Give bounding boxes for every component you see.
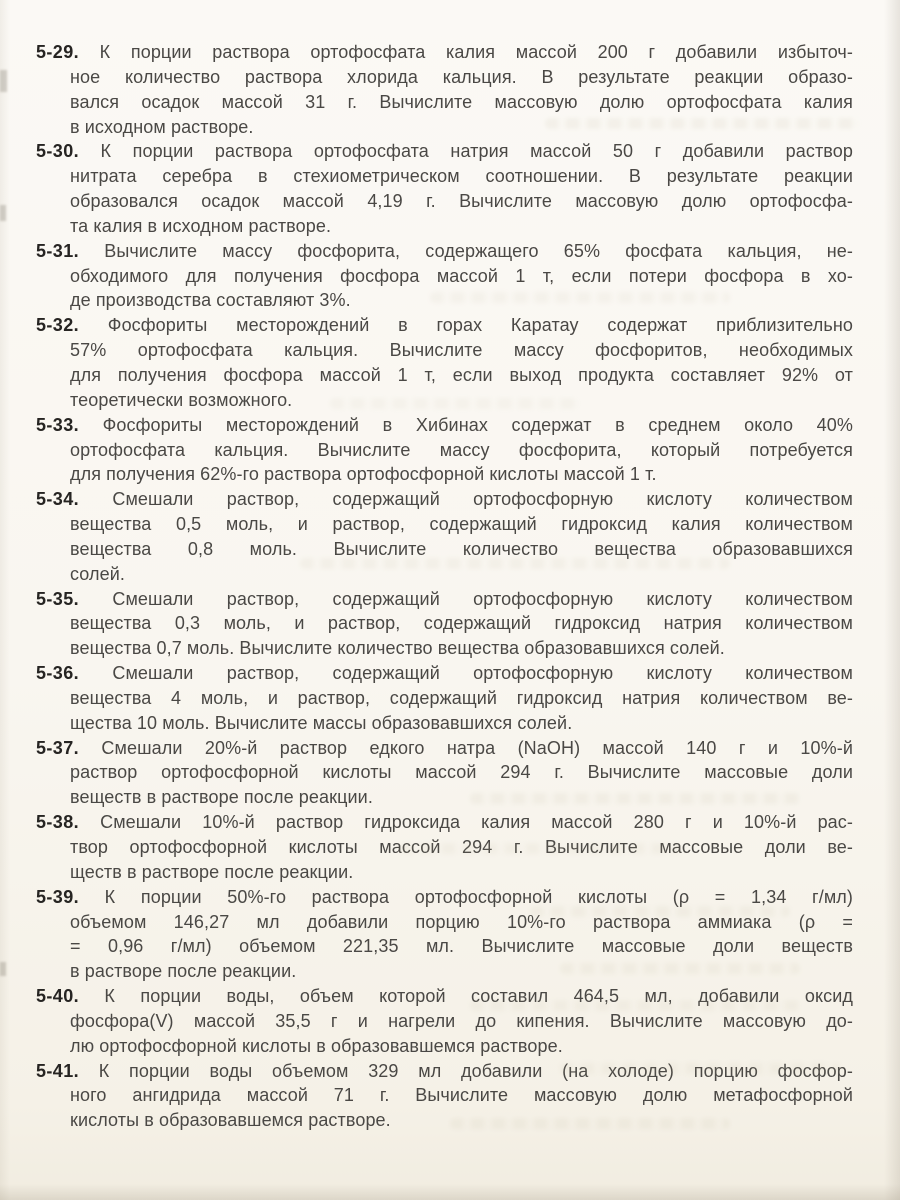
problem-line: обходимого для получения фосфора массой 1 т, если потери фосфора в хо-	[70, 265, 853, 286]
problem-line: ное количество раствора хлорида кальция. В результате реакции образо-	[70, 66, 853, 87]
problem-line: раствор ортофосфорной кислоты массой 294 г. Вычислите массовые доли	[70, 762, 853, 783]
problem-number: 5-31.	[36, 240, 80, 261]
problem-line: вещества 4 моль, и раствор, содержащий гидроксид натрия количеством ве-	[70, 687, 853, 708]
problem-number: 5-37.	[36, 737, 80, 758]
problem-line: для получения 62%-го раствора ортофосфорной кислоты массой 1 т.	[70, 464, 657, 485]
problem-item	[36, 984, 853, 1059]
scan-edge-mark	[0, 962, 6, 976]
problem-line: ществ в растворе после реакции.	[70, 861, 354, 882]
problem-text: Смешали раствор, содержащий ортофосфорную кислоту количеством	[112, 588, 853, 609]
problem-line	[36, 413, 853, 438]
problem-text: К порции раствора ортофосфата натрия массой 50 г добавили раствор	[100, 141, 853, 162]
problem-line: нитрата серебра в стехиометрическом соотношении. В результате реакции	[70, 166, 853, 187]
problem-text: К порции воды, объем которой составил 464,5 мл, добавили оксид	[104, 986, 853, 1007]
problem-line	[36, 984, 853, 1009]
problem-number: 5-38.	[36, 812, 80, 833]
problem-number: 5-29.	[36, 42, 80, 62]
problem-line: вался осадок массой 31 г. Вычислите массовую долю ортофосфата калия	[70, 91, 853, 112]
problem-number: 5-32.	[36, 315, 80, 336]
page-left-edge-shadow	[0, 0, 10, 1200]
page-bottom-edge-shadow	[0, 1184, 900, 1200]
problem-line: = 0,96 г/мл) объемом 221,35 мл. Вычислите массовые доли веществ	[70, 936, 853, 957]
scan-edge-mark	[0, 70, 7, 92]
problem-line: ортофосфата кальция. Вычислите массу фосфорита, который потребуется	[70, 439, 853, 460]
problem-text: Смешали раствор, содержащий ортофосфорную кислоту количеством	[112, 663, 853, 684]
problem-line: вещества 0,3 моль, и раствор, содержащий гидроксид натрия количеством	[70, 613, 853, 634]
problem-item	[36, 885, 853, 984]
problem-item	[36, 661, 853, 736]
problem-line: для получения фосфора массой 1 т, если выход продукта составляет 92% от	[70, 364, 853, 385]
textbook-page-content	[36, 40, 853, 1133]
problem-item	[36, 736, 853, 811]
problem-number: 5-33.	[36, 414, 80, 435]
problem-text: Смешали раствор, содержащий ортофосфорную кислоту количеством	[112, 489, 853, 510]
problem-line	[36, 313, 853, 338]
problem-text: Фосфориты месторождений в Хибинах содержат в среднем около 40%	[102, 414, 853, 435]
problem-line: щества 10 моль. Вычислите массы образовавшихся солей.	[70, 712, 573, 733]
problem-line: вещества 0,7 моль. Вычислите количество вещества образовавшихся солей.	[70, 638, 725, 659]
problem-line	[36, 239, 853, 264]
problem-line	[36, 885, 853, 910]
problem-item	[36, 413, 853, 488]
problem-line: кислоты в образовавшемся растворе.	[70, 1110, 391, 1131]
problem-line: веществ в растворе после реакции.	[70, 787, 373, 808]
problem-number: 5-34.	[36, 489, 80, 510]
problem-line: вещества 0,8 моль. Вычислите количество вещества образовавшихся	[70, 538, 853, 559]
problem-line: объемом 146,27 мл добавили порцию 10%-го раствора аммиака (ρ =	[70, 911, 853, 932]
problem-line: та калия в исходном растворе.	[70, 215, 332, 236]
problem-line	[36, 736, 853, 761]
problem-line: солей.	[70, 563, 125, 584]
problem-text: К порции 50%-го раствора ортофосфорной кислоты (ρ = 1,34 г/мл)	[104, 886, 853, 907]
problem-line: 57% ортофосфата кальция. Вычислите массу фосфоритов, необходимых	[70, 340, 853, 361]
problem-text: Фосфориты месторождений в горах Каратау содержат приблизительно	[107, 315, 853, 336]
problem-line: в растворе после реакции.	[70, 961, 297, 982]
problem-line	[36, 810, 853, 835]
problem-item	[36, 1059, 853, 1134]
problem-line	[36, 139, 853, 164]
problem-text: Вычислите массу фосфорита, содержащего 65% фосфата кальция, не-	[104, 240, 853, 261]
problem-number: 5-35.	[36, 588, 80, 609]
problem-line: теоретически возможного.	[70, 389, 293, 410]
problem-line: вещества 0,5 моль, и раствор, содержащий гидроксид калия количеством	[70, 514, 853, 535]
problem-text: Смешали 20%-й раствор едкого натра (NaOH) массой 140 г и 10%-й	[101, 737, 853, 758]
problem-line: в исходном растворе.	[70, 116, 254, 137]
problem-line: лю ортофосфорной кислоты в образовавшемся растворе.	[70, 1035, 563, 1056]
problem-item	[36, 810, 853, 885]
problem-text: К порции воды объемом 329 мл добавили (на холоде) порцию фосфор-	[98, 1060, 853, 1081]
problem-number: 5-40.	[36, 986, 80, 1007]
problem-line: фосфора(V) массой 35,5 г и нагрели до кипения. Вычислите массовую до-	[70, 1010, 853, 1031]
problem-item	[36, 239, 853, 314]
problem-number: 5-39.	[36, 886, 80, 907]
problem-line: образовался осадок массой 4,19 г. Вычислите массовую долю ортофосфа-	[70, 191, 853, 212]
scan-edge-mark	[0, 205, 6, 221]
problem-line: де производства составляют 3%.	[70, 290, 351, 311]
problem-item	[36, 587, 853, 662]
problem-line	[36, 40, 853, 65]
problem-item	[36, 487, 853, 586]
problem-text: К порции раствора ортофосфата калия массой 200 г добавили избыточ-	[99, 42, 853, 62]
problem-line	[36, 661, 853, 686]
problem-number: 5-36.	[36, 663, 80, 684]
problem-line: ного ангидрида массой 71 г. Вычислите массовую долю метафосфорной	[70, 1085, 853, 1106]
problem-text: Смешали 10%-й раствор гидроксида калия массой 280 г и 10%-й рас-	[100, 812, 853, 833]
problem-number: 5-41.	[36, 1060, 80, 1081]
problem-line	[36, 587, 853, 612]
problems-list	[36, 40, 853, 1133]
problem-item	[36, 40, 853, 139]
page-right-edge-shadow	[884, 0, 900, 1200]
problem-line	[36, 1059, 853, 1084]
problem-item	[36, 139, 853, 238]
problem-line	[36, 487, 853, 512]
problem-item	[36, 313, 853, 412]
problem-line: твор ортофосфорной кислоты массой 294 г. Вычислите массовые доли ве-	[70, 837, 853, 857]
problem-number: 5-30.	[36, 141, 80, 162]
